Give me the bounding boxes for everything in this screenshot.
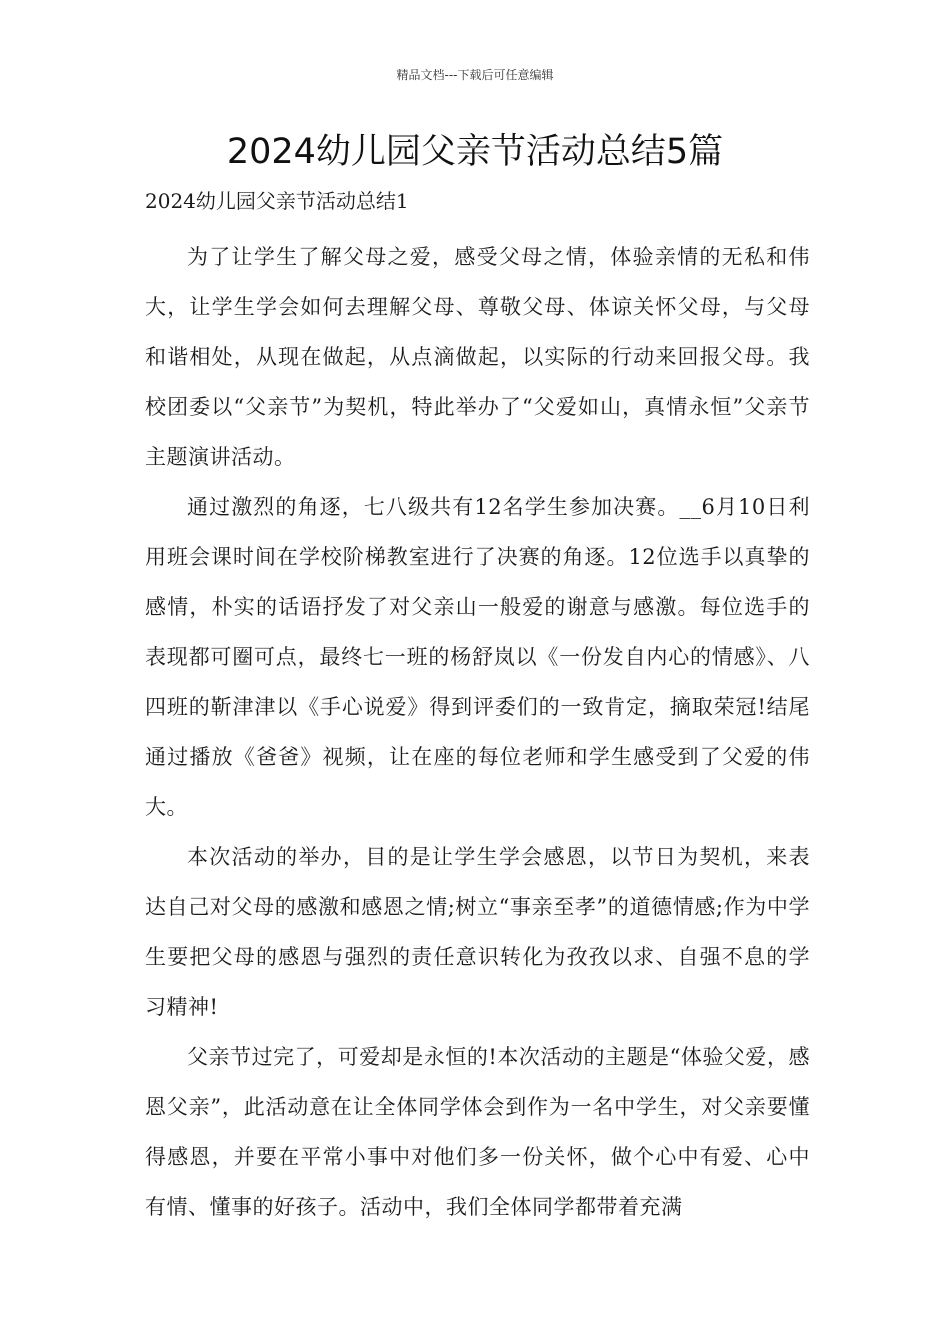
paragraph: 为了让学生了解父母之爱，感受父母之情，体验亲情的无私和伟大，让学生学会如何去理解父母、尊敬父母、体谅关怀父母，与父母和谐相处，从现在做起，从点滴做起，以实际的行动来回报父母。我校团委以“父亲节”为契机，特此举办了“父爱如山，真情永恒”父亲节主题演讲活动。: [145, 245, 810, 469]
paragraph: 父亲节过完了，可爱却是永恒的!本次活动的主题是“体验父爱，感恩父亲”，此活动意在让全体同学体会到作为一名中学生，对父亲要懂得感恩，并要在平常小事中对他们多一份关怀，做个心中有爱、心中有情、懂事的好孩子。活动中，我们全体同学都带着充满: [145, 1045, 810, 1219]
header-note: 精品文档---下载后可任意编辑: [396, 68, 554, 82]
body-text: [145, 232, 810, 1232]
document-title: 2024幼儿园父亲节活动总结5篇: [226, 132, 724, 172]
section-subtitle: 2024幼儿园父亲节活动总结1: [145, 189, 409, 213]
paragraph: 本次活动的举办，目的是让学生学会感恩，以节日为契机，来表达自己对父母的感激和感恩之情;树立“事亲至孝”的道德情感;作为中学生要把父母的感恩与强烈的责任意识转化为孜孜以求、自强不息的学习精神!: [145, 845, 810, 1019]
paragraph: 通过激烈的角逐，七八级共有12名学生参加决赛。__6月10日利用班会课时间在学校阶梯教室进行了决赛的角逐。12位选手以真挚的感情，朴实的话语抒发了对父亲山一般爱的谢意与感激。每位选手的表现都可圈可点，最终七一班的杨舒岚以《一份发自内心的情感》、八四班的靳津津以《手心说爱》得到评委们的一致肯定，摘取荣冠!结尾通过播放《爸爸》视频，让在座的每位老师和学生感受到了父爱的伟大。: [145, 495, 810, 819]
